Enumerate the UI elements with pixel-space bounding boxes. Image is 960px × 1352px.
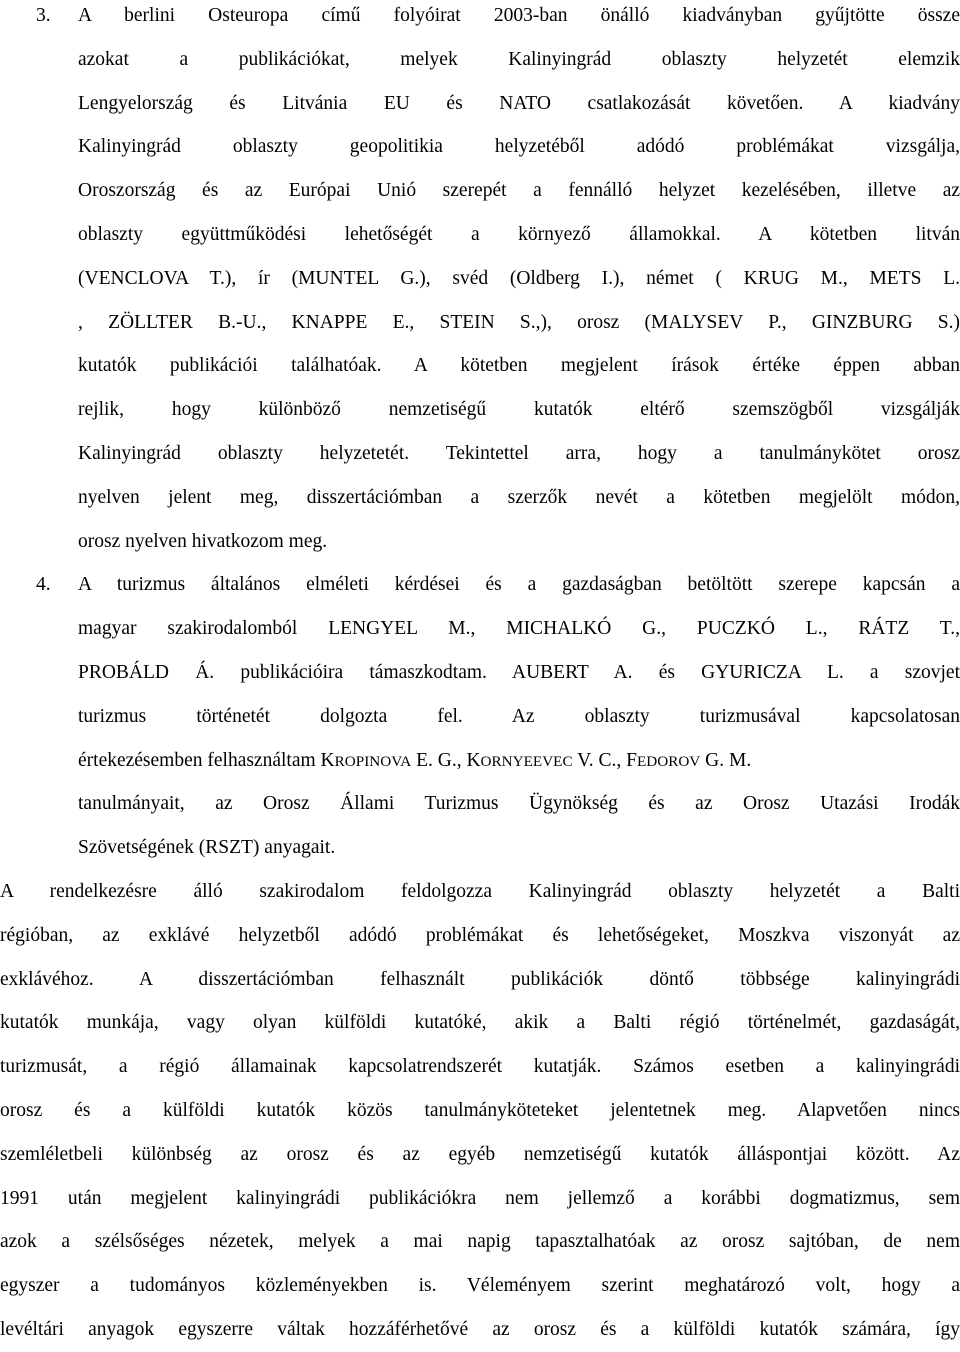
- text-line: Szövetségének (RSZT) anyagait.: [78, 837, 336, 859]
- text-line: exklávéhoz. A disszertációmban felhasznált publikációk döntő többsége kalinyingrádi: [0, 968, 960, 990]
- text-segment: V. C., F: [572, 749, 637, 771]
- text-line: rejlik, hogy különböző nemzetiségű kutatók eltérő szemszögből vizsgálják: [78, 399, 960, 421]
- text-line: PROBÁLD Á. publikációira támaszkodtam. AUBERT A. és GYURICZA L. a szovjet: [78, 661, 960, 683]
- text-line: Kalinyingrád oblaszty geopolitikia helyzetéből adódó problémákat vizsgálja,: [78, 136, 960, 158]
- text-line: A rendelkezésre álló szakirodalom feldolgozza Kalinyingrád oblaszty helyzetét a Balti: [0, 881, 960, 902]
- text-segment: értekezésemben felhasználtam K: [78, 749, 335, 771]
- text-line: (VENCLOVA T.), ír (MUNTEL G.), svéd (Oldberg I.), német ( KRUG M., METS L.: [78, 267, 960, 289]
- smallcaps-name: ROPINOVA: [334, 752, 412, 770]
- body-paragraph: [0, 870, 960, 1352]
- text-line: orosz nyelven hivatkozom meg.: [78, 530, 328, 552]
- text-line: orosz és a külföldi kutatók közös tanulmányköteteket jelentetnek meg. Alapvetően nincs: [0, 1099, 960, 1121]
- text-line: nyelven jelent meg, disszertációmban a szerzők nevét a kötetben megjelölt módon,: [78, 486, 960, 508]
- text-line: A turizmus általános elméleti kérdései és a gazdaságban betöltött szerepe kapcsán a: [78, 574, 960, 596]
- list-item-3: [78, 0, 960, 563]
- text-line: egyszer a tudományos közleményekben is. Véleményem szerint meghatározó volt, hogy a: [0, 1275, 960, 1297]
- text-line: Lengyelország és Litvánia EU és NATO csatlakozását követően. A kiadvány: [78, 92, 960, 114]
- text-line-with-names: [78, 739, 960, 783]
- text-line: A berlini Osteuropa című folyóirat 2003-ban önálló kiadványban gyűjtötte össze: [78, 5, 960, 26]
- text-line: kutatók publikációi találhatóak. A kötetben megjelent írások értéke éppen abban: [78, 355, 960, 377]
- text-line: kutatók munkája, vagy olyan külföldi kutatóké, akik a Balti régió történelmét, gazdaságát,: [0, 1012, 960, 1034]
- text-line: régióban, az exklávé helyzetből adódó problémákat és lehetőségeket, Moszkva viszonyát az: [0, 924, 960, 946]
- text-line: Oroszország és az Európai Unió szerepét a fennálló helyzet kezelésében, illetve az: [78, 180, 960, 202]
- smallcaps-name: ORNYEEVEC: [480, 752, 573, 770]
- text-line: levéltári anyagok egyszerre váltak hozzáférhetővé az orosz és a külföldi kutatók számára, így: [0, 1318, 960, 1340]
- text-line: , ZÖLLTER B.-U., KNAPPE E., STEIN S.,), orosz (MALYSEV P., GINZBURG S.): [78, 311, 960, 333]
- text-line: 1991 után megjelent kalinyingrádi publikációkra nem jellemző a korábbi dogmatizmus, sem: [0, 1187, 960, 1209]
- text-line: azok a szélsőséges nézetek, melyek a mai napig tapasztalhatóak az orosz sajtóban, de nem: [0, 1231, 960, 1253]
- text-segment: E. G., K: [411, 749, 481, 771]
- text-line: azokat a publikációkat, melyek Kalinyingrád oblaszty helyzetét elemzik: [78, 48, 960, 70]
- text-line: oblaszty együttműködési lehetőségét a környező államokkal. A kötetben litván: [78, 223, 960, 245]
- text-line: turizmus történetét dolgozta fel. Az oblaszty turizmusával kapcsolatosan: [78, 705, 960, 727]
- text-line: turizmusát, a régió államainak kapcsolatrendszerét kutatják. Számos esetben a kalinyingrádi: [0, 1056, 960, 1078]
- list-number-3: 3.: [36, 5, 51, 26]
- text-line: Kalinyingrád oblaszty helyzetetét. Tekintettel arra, hogy a tanulmánykötet orosz: [78, 442, 960, 464]
- list-item-4: [78, 563, 960, 870]
- text-line: magyar szakirodalomból LENGYEL M., MICHALKÓ G., PUCZKÓ L., RÁTZ T.,: [78, 618, 960, 640]
- text-line: szemléletbeli különbség az orosz és az egyéb nemzetiségű kutatók álláspontjai között. Az: [0, 1143, 960, 1165]
- text-line: tanulmányait, az Orosz Állami Turizmus Ügynökség és az Orosz Utazási Irodák: [78, 793, 960, 815]
- smallcaps-name: EDOROV: [636, 752, 701, 770]
- list-number-4: 4.: [36, 574, 51, 596]
- text-segment: G. M.: [700, 749, 752, 771]
